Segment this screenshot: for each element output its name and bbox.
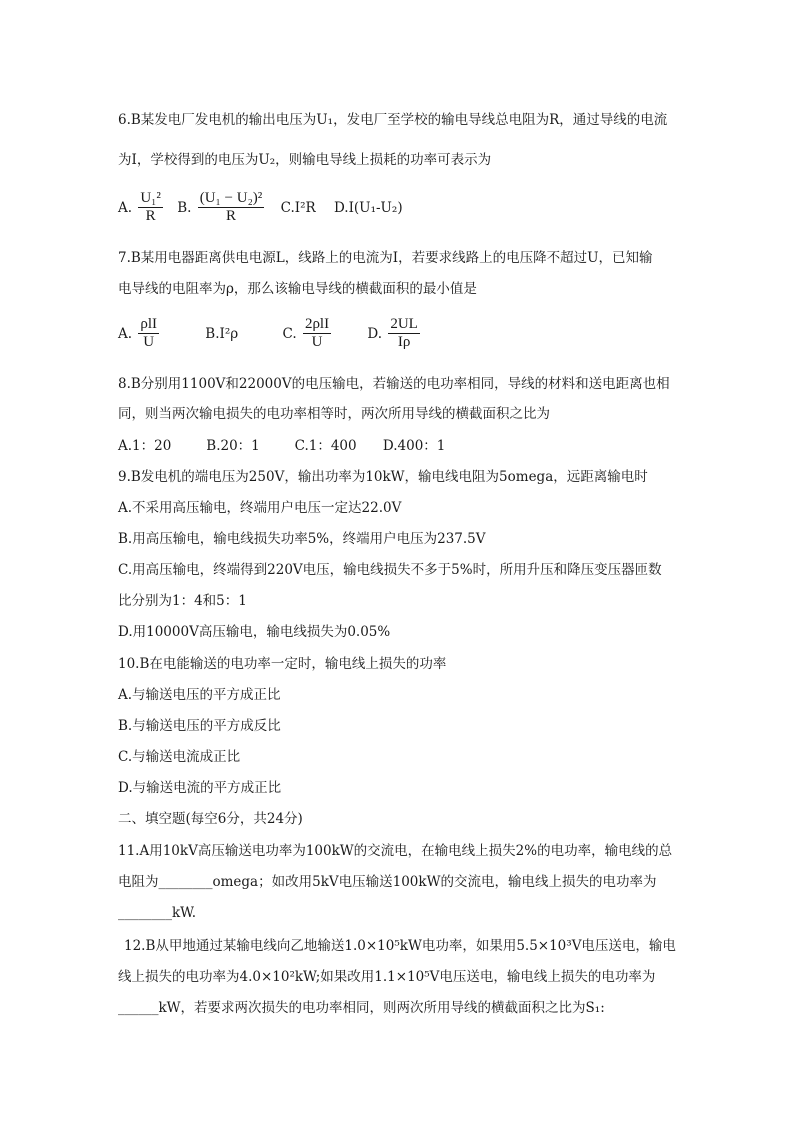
- q7-option-a-fraction: [138, 316, 159, 351]
- q9-option-c-line1: C.用高压输电，终端得到220V电压，输电线损失不多于5%时，所用升压和降压变压器匝数: [118, 562, 662, 578]
- q7-option-d-label: D.: [367, 325, 383, 342]
- q8-options: [118, 437, 445, 455]
- q6-option-d: D.I(U₁-U₂): [333, 199, 403, 216]
- q9-option-d: D.用10000V高压输电，输电线损失为0.05%: [118, 624, 391, 640]
- q8-option-b: B.20：1: [206, 438, 260, 454]
- q10-option-d: D.与输送电流的平方成正比: [118, 780, 282, 796]
- q7-stem-line2: 电导线的电阻率为ρ，那么该输电导线的横截面积的最小值是: [118, 281, 477, 297]
- q7-option-c-fraction: [303, 316, 331, 351]
- q6-option-b-denominator: R: [226, 208, 237, 224]
- q8-stem-line2: 同，则当两次输电损失的电功率相等时，两次所用导线的横截面积之比为: [118, 406, 550, 422]
- q12-stem-line1: 12.B从甲地通过某输电线向乙地输送1.0×10⁵kW电功率，如果用5.5×10³V电压送电，输电: [124, 938, 676, 954]
- q6-option-c: C.I²R: [280, 199, 316, 216]
- q7-option-a-label: A.: [118, 325, 133, 342]
- q6-option-a-numerator: U₁²: [140, 190, 161, 206]
- q9-option-a: A.不采用高压输电，终端用户电压一定达22.0V: [118, 500, 402, 516]
- q7-option-c-numerator: 2ρlI: [304, 316, 330, 332]
- q7-option-d-denominator: Iρ: [397, 334, 411, 350]
- q10-option-a: A.与输送电压的平方成正比: [118, 687, 281, 703]
- q12-stem-line2: 线上损失的电功率为4.0×10²kW;如果改用1.1×10⁵V电压送电，输电线上损失的电功率为: [118, 969, 656, 985]
- q8-option-d: D.400：1: [382, 438, 446, 454]
- q7-option-c-denominator: U: [311, 334, 323, 350]
- q6-options: [118, 190, 403, 225]
- q12-stem-line3: ______kW，若要求两次损失的电功率相同，则两次所用导线的横截面积之比为S₁:: [118, 1000, 605, 1016]
- q7-stem-line1: 7.B某用电器距离供电电源L，线路上的电流为I，若要求线路上的电压降不超过U，已知输: [118, 250, 653, 266]
- q6-stem-line1: 6.B某发电厂发电机的输出电压为U₁，发电厂至学校的输电导线总电阻为R，通过导线的电流: [118, 112, 668, 128]
- q6-stem-line2: 为I，学校得到的电压为U₂，则输电导线上损耗的功率可表示为: [118, 152, 492, 168]
- q10-stem: 10.B在电能输送的电功率一定时，输电线上损失的功率: [118, 656, 447, 672]
- q7-option-a-denominator: U: [143, 334, 155, 350]
- q6-option-b-numerator: (U₁ − U₂)²: [199, 190, 263, 206]
- q7-option-d-fraction: [388, 316, 420, 351]
- q11-stem-line3: ________kW.: [118, 905, 196, 921]
- q7-option-b: B.I²ρ: [205, 325, 239, 342]
- q11-stem-line2: 电阻为________omega；如改用5kV电压输送100kW的交流电，输电线上损失的电功率为: [118, 874, 657, 890]
- q6-option-a-denominator: R: [145, 208, 156, 224]
- section-heading: 二、填空题(每空6分，共24分): [118, 811, 303, 827]
- q10-option-c: C.与输送电流成正比: [118, 749, 241, 765]
- q9-option-c-line2: 比分别为1：4和5：1: [118, 593, 247, 609]
- q10-option-b: B.与输送电压的平方成反比: [118, 718, 281, 734]
- q9-stem: 9.B发电机的端电压为250V，输出功率为10kW，输电线电阻为5omega，远距离输电时: [118, 469, 648, 485]
- q7-option-d-numerator: 2UL: [390, 316, 418, 332]
- q6-option-a-label: A.: [118, 199, 133, 216]
- q8-option-c: C.1：400: [294, 438, 357, 454]
- q11-stem-line1: 11.A用10kV高压输送电功率为100kW的交流电，在输电线上损失2%的电功率，输电线的总: [118, 843, 673, 859]
- q9-option-b: B.用高压输电，输电线损失功率5%，终端用户电压为237.5V: [118, 531, 486, 547]
- q7-options: [118, 316, 422, 351]
- q7-option-c-label: C.: [282, 325, 297, 342]
- q6-option-b-fraction: [198, 190, 265, 225]
- q7-option-a-numerator: ρlI: [140, 316, 157, 332]
- q8-stem-line1: 8.B分别用1100V和22000V的电压输电，若输送的电功率相同，导线的材料和送电距离也相: [118, 376, 670, 392]
- q8-option-a: A.1：20: [118, 438, 172, 454]
- q6-option-a-fraction: [138, 190, 163, 225]
- q6-option-b-label: B.: [177, 199, 192, 216]
